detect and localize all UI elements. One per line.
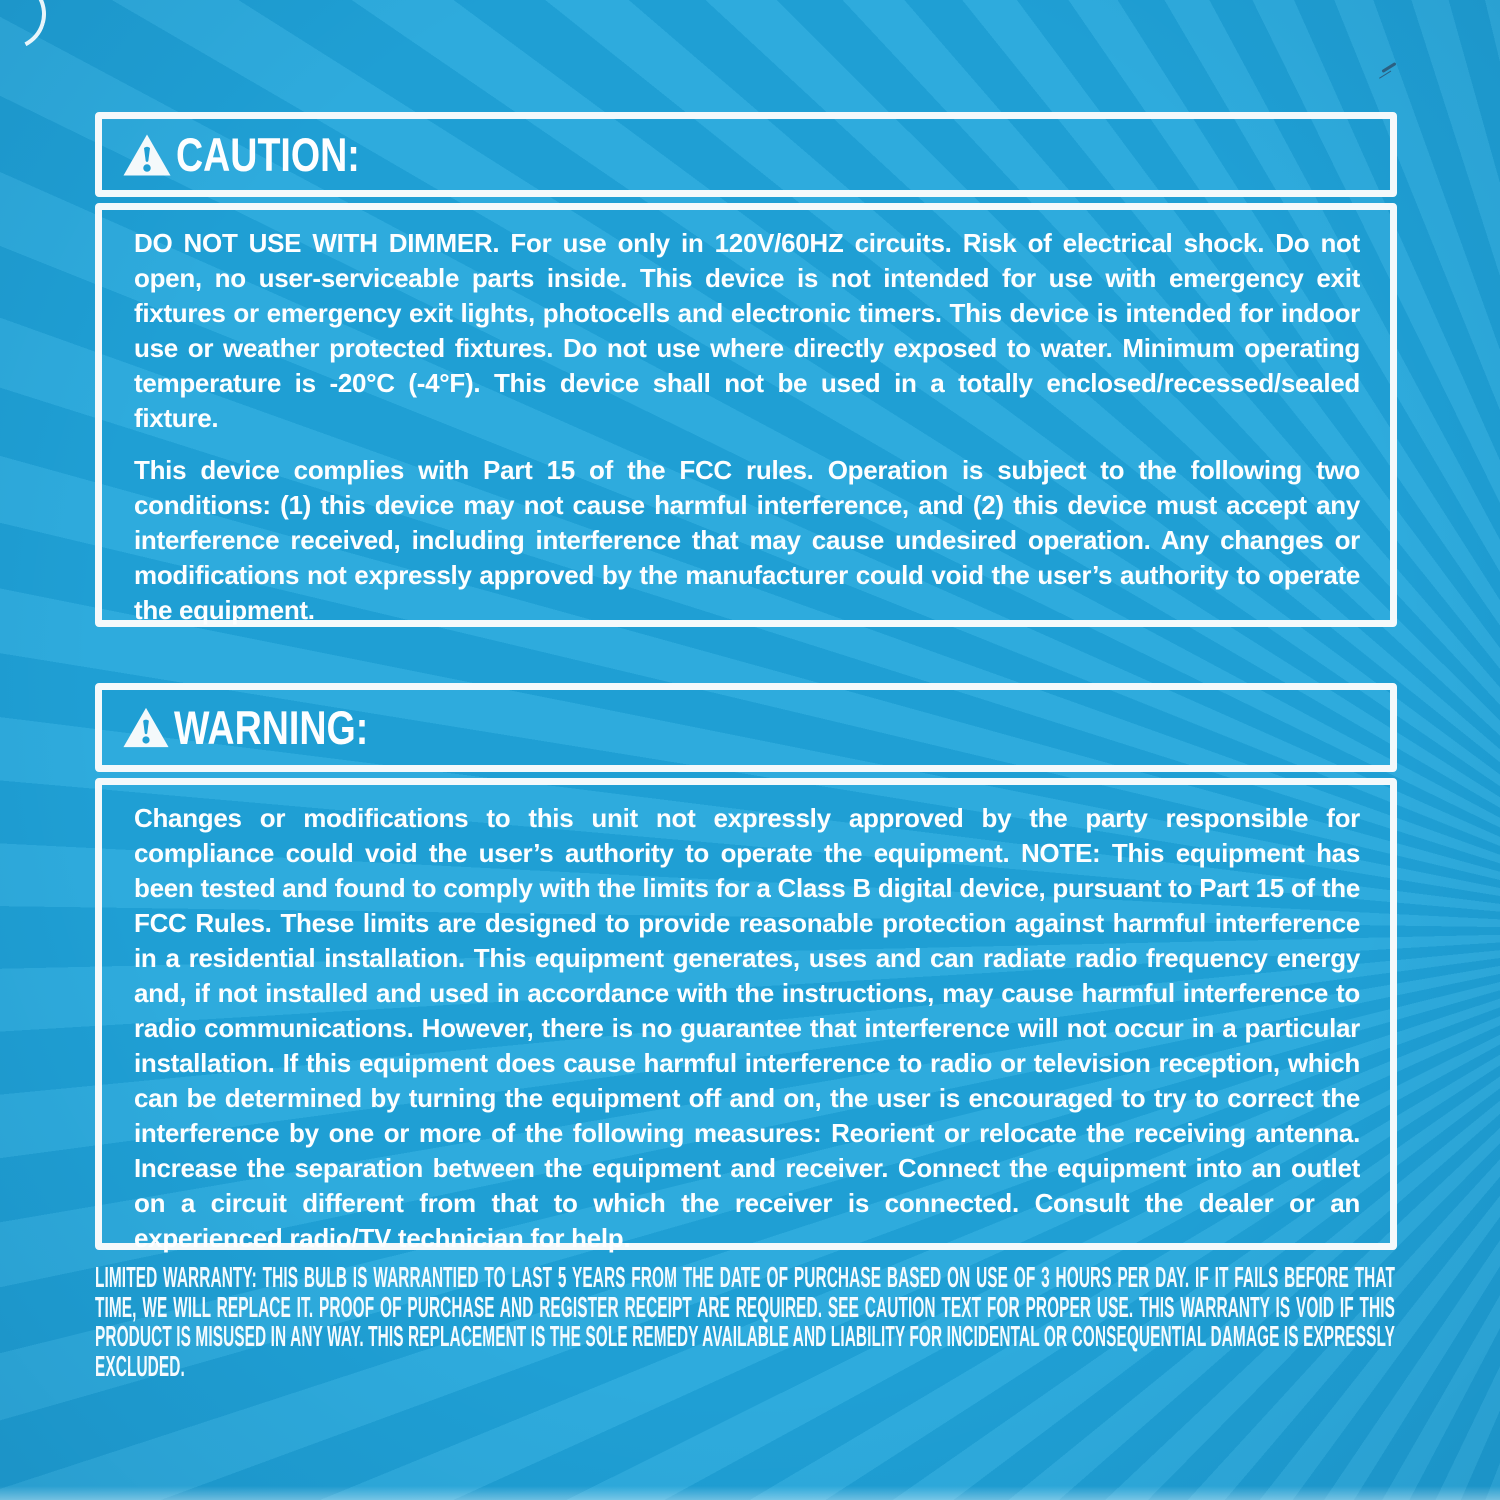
- warning-triangle-icon: [122, 706, 170, 749]
- warning-paragraph: Changes or modifications to this unit not expressly approved by the party responsible for compliance could void the user’s authority to operate the equipment. NOTE: This equipment has been tested and found to comply with the limits for a Class B digital device, pursuant to Part 15 of the FCC Rules. These limits are designed to provide reasonable protection against harmful interference in a residential installation. This equipment generates, uses and can radiate radio frequency energy and, if not installed and used in accordance with the instructions, may cause harmful interference to radio communications. However, there is no guarantee that interference will not occur in a particular installation. If this equipment does cause harmful interference to radio or television reception, which can be determined by turning the equipment off and on, the user is encouraged to try to correct the interference by one or more of the following measures: Reorient or relocate the receiving antenna. Increase the separation between the equipment and receiver. Connect the equipment into an outlet on a circuit different from that to which the receiver is connected. Consult the dealer or an experienced radio/TV technician for help.: [134, 803, 1360, 1253]
- limited-warranty: [95, 1264, 1395, 1394]
- warning-title: WARNING:: [174, 701, 369, 754]
- warning-body-box: [95, 778, 1397, 1253]
- package-corner-highlight: [0, 0, 55, 59]
- warning-triangle-icon: [122, 133, 172, 177]
- caution-body-box: [95, 203, 1397, 627]
- scratch-mark: [1381, 62, 1396, 73]
- warning-header-box: [95, 683, 1397, 772]
- caution-paragraph: DO NOT USE WITH DIMMER. For use only in 120V/60HZ circuits. Risk of electrical shock. Do not open, no user-serviceable parts inside. This device is not intended for use with emergency exit fixtures or emergency exit lights, photocells and electronic timers. This device is intended for indoor use or weather protected fixtures. Do not use where directly exposed to water. Minimum operating temperature is -20°C (-4°F). This device shall not be used in a totally enclosed/recessed/sealed fixture.: [134, 228, 1360, 433]
- caution-paragraph: This device complies with Part 15 of the FCC rules. Operation is subject to the following two conditions: (1) this device may not cause harmful interference, and (2) this device must accept any interference received, including interference that may cause undesired operation. Any changes or modifications not expressly approved by the manufacturer could void the user’s authority to operate the equipment.: [134, 455, 1360, 625]
- limited-warranty-text: LIMITED WARRANTY: THIS BULB IS WARRANTIED TO LAST 5 YEARS FROM THE DATE OF PURCHASE BASED ON USE OF 3 HOURS PER DAY. IF IT FAILS BEFORE THAT TIME, WE WILL REPLACE IT. PROOF OF PURCHASE AND REGISTER RECEIPT ARE REQUIRED. SEE CAUTION TEXT FOR PROPER USE. THIS WARRANTY IS VOID IF THIS PRODUCT IS MISUSED IN ANY WAY. THIS REPLACEMENT IS THE SOLE REMEDY AVAILABLE AND LIABILITY FOR INCIDENTAL OR CONSEQUENTIAL DAMAGE IS EXPRESSLY EXCLUDED.: [95, 1262, 1395, 1383]
- caution-header-box: [95, 112, 1397, 197]
- caution-title: CAUTION:: [176, 128, 360, 181]
